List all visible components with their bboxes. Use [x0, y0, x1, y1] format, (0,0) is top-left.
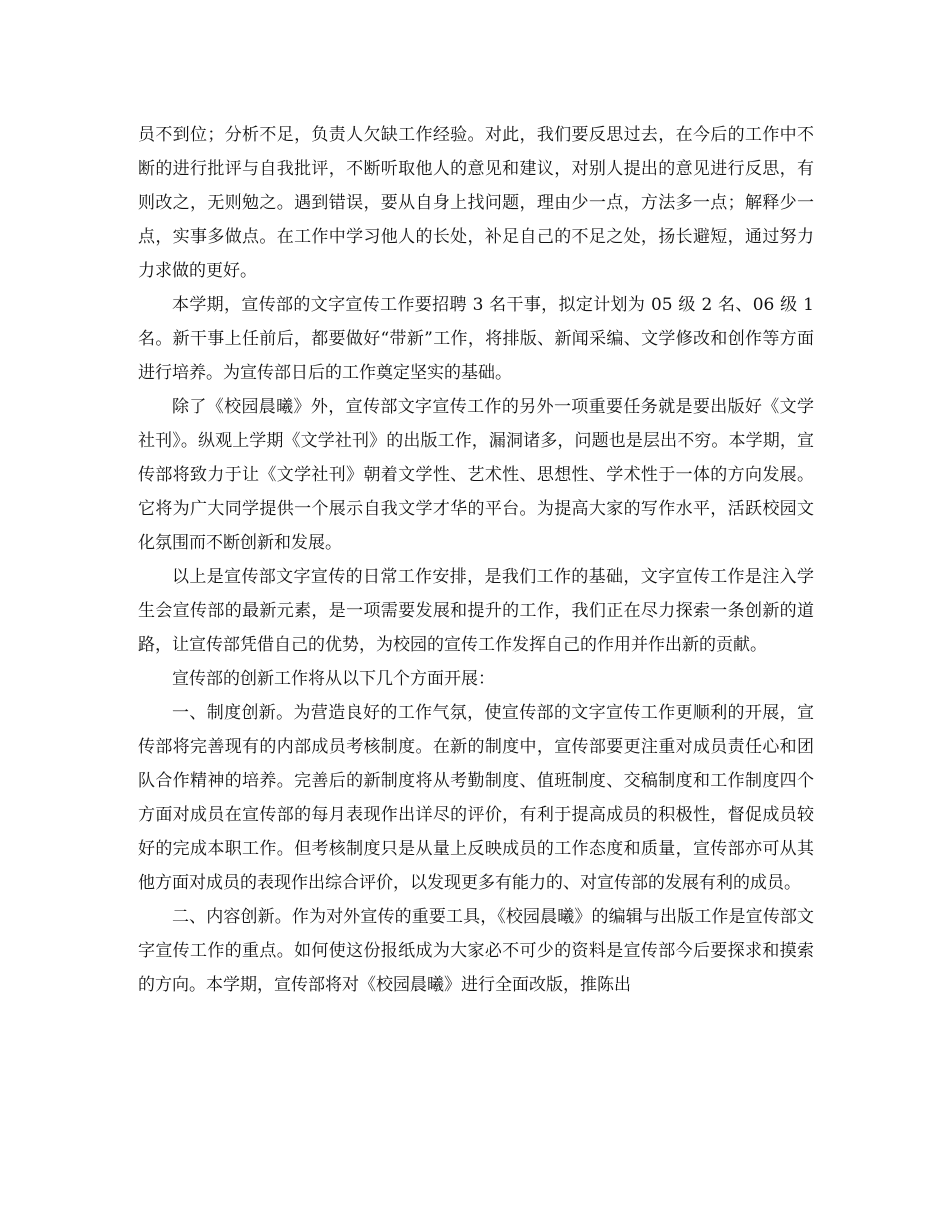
paragraph-5: 宣传部的创新工作将从以下几个方面开展： — [172, 669, 495, 689]
paragraph-1: 员不到位；分析不足，负责人欠缺工作经验。对此，我们要反思过去，在今后的工作中不断的进行批评与自我批评，不断听取他人的意见和建议，对别人提出的意见进行反思，有则改之，无则勉之。遇到错误，要从自身上找问题，理由少一点，方法多一点；解释少一点，实事多做点。在工作中学习他人的长处，补足自己的不足之处，扬长避短，通过努力力求做的更好。 — [138, 125, 814, 281]
paragraph-2: 本学期，宣传部的文字宣传工作要招聘 3 名干事，拟定计划为 05 级 2 名、06 级 1 名。新干事上任前后，都要做好“带新”工作，将排版、新闻采编、文学修改和创作等方面进行培养。为宣传部日后的工作奠定坚实的基础。 — [138, 295, 814, 383]
paragraph-7: 二、内容创新。作为对外宣传的重要工具，《校园晨曦》的编辑与出版工作是宣传部文字宣传工作的重点。如何使这份报纸成为大家必不可少的资料是宣传部今后要探求和摸索的方向。本学期，宣传部将对《校园晨曦》进行全面改版，推陈出 — [138, 907, 814, 995]
paragraph-3: 除了《校园晨曦》外，宣传部文字宣传工作的另外一项重要任务就是要出版好《文学社刊》。纵观上学期《文学社刊》的出版工作，漏洞诸多，问题也是层出不穷。本学期，宣传部将致力于让《文学社刊》朝着文学性、艺术性、思想性、学术性于一体的方向发展。它将为广大同学提供一个展示自我文学才华的平台。为提高大家的写作水平，活跃校园文化氛围而不断创新和发展。 — [138, 397, 814, 553]
paragraph-6: 一、制度创新。为营造良好的工作气氛，使宣传部的文字宣传工作更顺利的开展，宣传部将完善现有的内部成员考核制度。在新的制度中，宣传部要更注重对成员责任心和团队合作精神的培养。完善后的新制度将从考勤制度、值班制度、交稿制度和工作制度四个方面对成员在宣传部的每月表现作出详尽的评价，有利于提高成员的积极性，督促成员较好的完成本职工作。但考核制度只是从量上反映成员的工作态度和质量，宣传部亦可从其他方面对成员的表现作出综合评价，以发现更多有能力的、对宣传部的发展有利的成员。 — [138, 703, 814, 893]
paragraph-4: 以上是宣传部文字宣传的日常工作安排，是我们工作的基础，文字宣传工作是注入学生会宣传部的最新元素，是一项需要发展和提升的工作，我们正在尽力探索一条创新的道路，让宣传部凭借自己的优势，为校园的宣传工作发挥自己的作用并作出新的贡献。 — [138, 567, 814, 655]
document-page — [138, 118, 814, 1002]
